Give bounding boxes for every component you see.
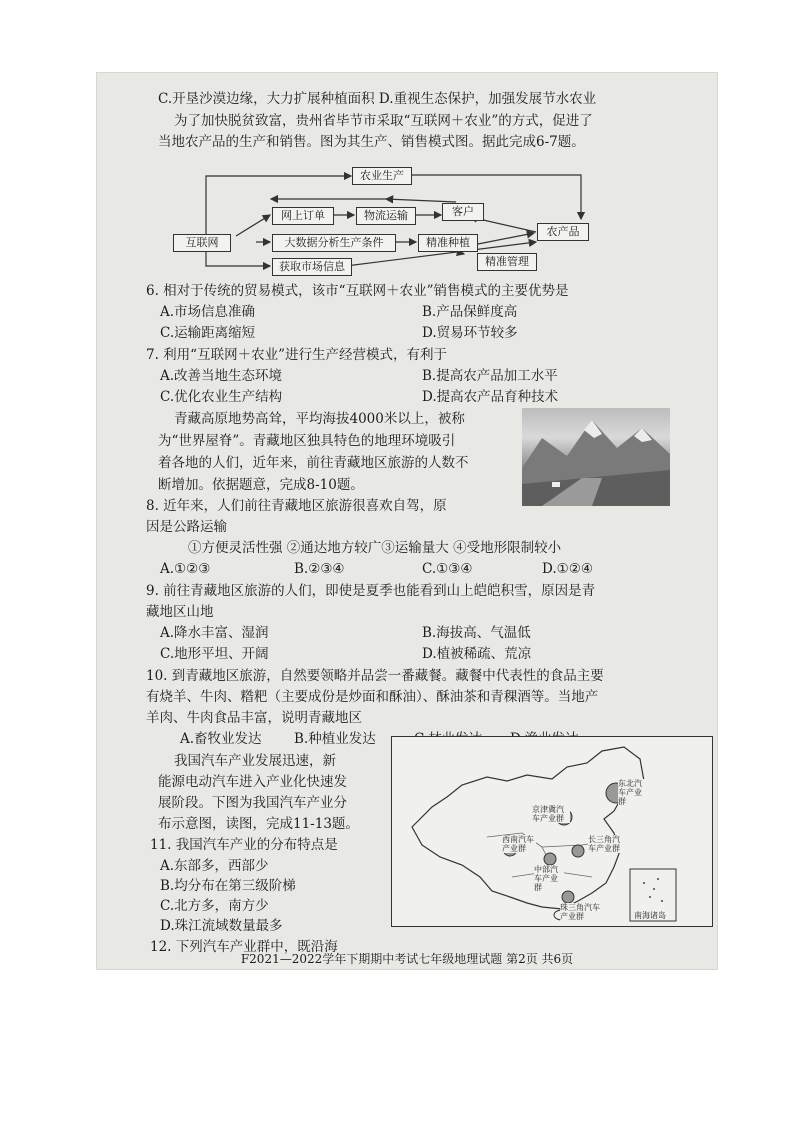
q5-options-cd: C.开垦沙漠边缘，大力扩展种植面积 D.重视生态保护，加强发展节水农业 bbox=[158, 91, 597, 107]
q6-option-c: C.运输距离缩短 bbox=[160, 325, 256, 341]
label-central: 中部汽车产业群 bbox=[534, 865, 564, 892]
auto-intro-line1: 我国汽车产业发展迅速，新 bbox=[174, 753, 336, 769]
q9-option-c: C.地形平坦、开阔 bbox=[160, 646, 269, 662]
q9-stem-line1: 9. 前往青藏地区旅游的人们，即使是夏季也能看到山上皑皑积雪，原因是青 bbox=[146, 583, 596, 599]
big-data-node: 大数据分析生产条件 bbox=[272, 234, 396, 252]
q9-stem-line2: 藏地区山地 bbox=[146, 604, 214, 620]
mountain-road-image bbox=[522, 408, 670, 506]
q10-stem-line2: 有烧羊、牛肉、糌粑（主要成份是炒面和酥油）、酥油茶和青稞酒等。当地产 bbox=[146, 689, 599, 705]
farm-production-node: 农业生产 bbox=[352, 167, 412, 185]
q6-option-b: B.产品保鲜度高 bbox=[422, 304, 518, 320]
customer-node: 客户 bbox=[442, 203, 484, 221]
label-jingjinji: 京津冀汽车产业群 bbox=[532, 805, 570, 823]
q10-option-a: A.畜牧业发达 bbox=[180, 731, 262, 747]
tibet-intro-line4: 断增加。依据题意，完成8-10题。 bbox=[158, 477, 364, 493]
q9-option-a: A.降水丰富、湿润 bbox=[160, 625, 269, 641]
china-auto-industry-map bbox=[391, 736, 713, 927]
q8-option-b: B.②③④ bbox=[294, 561, 345, 577]
logistics-node: 物流运输 bbox=[356, 207, 416, 225]
label-northeast: 东北汽车产业群 bbox=[618, 779, 648, 806]
precise-management-node: 精准管理 bbox=[477, 253, 537, 271]
page-footer: F2021—2022学年下期期中考试七年级地理试题 第2页 共6页 bbox=[240, 952, 574, 966]
q7-stem: 7. 利用“互联网＋农业”进行生产经营模式，有利于 bbox=[146, 347, 447, 363]
label-yangtze: 长三角汽车产业群 bbox=[588, 835, 620, 853]
q7-option-a: A.改善当地生态环境 bbox=[160, 368, 283, 384]
intro-6-7-line1: 为了加快脱贫致富，贵州省毕节市采取“互联网＋农业”的方式，促进了 bbox=[174, 113, 593, 129]
china-outline bbox=[392, 737, 712, 926]
tibet-road-photo bbox=[522, 408, 670, 506]
label-south-sea-islands: 南海诸岛 bbox=[634, 911, 666, 920]
online-order-node: 网上订单 bbox=[272, 207, 334, 225]
q10-stem-line3: 羊肉、牛肉食品丰富，说明青藏地区 bbox=[146, 710, 362, 726]
auto-intro-line2: 能源电动汽车进入产业化快速发 bbox=[158, 774, 347, 790]
q9-option-d: D.植被稀疏、荒凉 bbox=[422, 646, 532, 662]
q10-option-b: B.种植业发达 bbox=[294, 731, 376, 747]
label-pearl: 珠三角汽车产业群 bbox=[560, 903, 600, 921]
q11-stem: 11. 我国汽车产业的分布特点是 bbox=[150, 837, 338, 853]
q8-stem-line2: 因是公路运输 bbox=[146, 519, 227, 535]
auto-intro-line4: 布示意图，读图，完成11-13题。 bbox=[158, 816, 359, 832]
q8-statements: ①方便灵活性强 ②通达地方较广③运输量大 ④受地形限制较小 bbox=[188, 540, 562, 556]
q6-stem: 6. 相对于传统的贸易模式，该市“互联网＋农业”销售模式的主要优势是 bbox=[146, 283, 569, 299]
q12-stem: 12. 下列汽车产业群中，既沿海 bbox=[150, 939, 338, 955]
q11-option-c: C.北方多，南方少 bbox=[160, 898, 269, 914]
q7-option-c: C.优化农业生产结构 bbox=[160, 389, 283, 405]
q8-option-d: D.①②④ bbox=[542, 561, 593, 577]
q8-option-c: C.①③④ bbox=[422, 561, 473, 577]
q6-option-a: A.市场信息准确 bbox=[160, 304, 256, 320]
exam-page bbox=[96, 72, 718, 970]
label-southwest: 西南汽车产业群 bbox=[502, 835, 534, 853]
q6-option-d: D.贸易环节较多 bbox=[422, 325, 518, 341]
tibet-intro-line2: 为“世界屋脊”。青藏地区独具特色的地理环境吸引 bbox=[158, 433, 456, 449]
q8-stem-line1: 8. 近年来，人们前往青藏地区旅游很喜欢自驾，原 bbox=[146, 498, 447, 514]
precise-planting-node: 精准种植 bbox=[418, 234, 478, 252]
q11-option-b: B.均分布在第三级阶梯 bbox=[160, 878, 296, 894]
q11-option-d: D.珠江流域数量最多 bbox=[160, 918, 283, 934]
q10-stem-line1: 10. 到青藏地区旅游，自然要领略并品尝一番藏餐。藏餐中代表性的食品主要 bbox=[146, 668, 604, 684]
tibet-intro-line1: 青藏高原地势高耸，平均海拔4000米以上，被称 bbox=[174, 411, 465, 427]
q11-option-a: A.东部多，西部少 bbox=[160, 858, 269, 874]
market-info-node: 获取市场信息 bbox=[272, 258, 352, 276]
q9-option-b: B.海拔高、气温低 bbox=[422, 625, 531, 641]
q8-option-a: A.①②③ bbox=[160, 561, 211, 577]
flow-diagram bbox=[96, 72, 718, 282]
auto-intro-line3: 展阶段。下图为我国汽车产业分 bbox=[158, 795, 347, 811]
q7-option-d: D.提高农产品育种技术 bbox=[422, 389, 559, 405]
tibet-intro-line3: 着各地的人们，近年来，前往青藏地区旅游的人数不 bbox=[158, 455, 469, 471]
q7-option-b: B.提高农产品加工水平 bbox=[422, 368, 558, 384]
farm-products-node: 农产品 bbox=[537, 223, 589, 241]
internet-node: 互联网 bbox=[173, 234, 231, 252]
intro-6-7-line2: 当地农产品的生产和销售。图为其生产、销售模式图。据此完成6-7题。 bbox=[158, 134, 585, 150]
